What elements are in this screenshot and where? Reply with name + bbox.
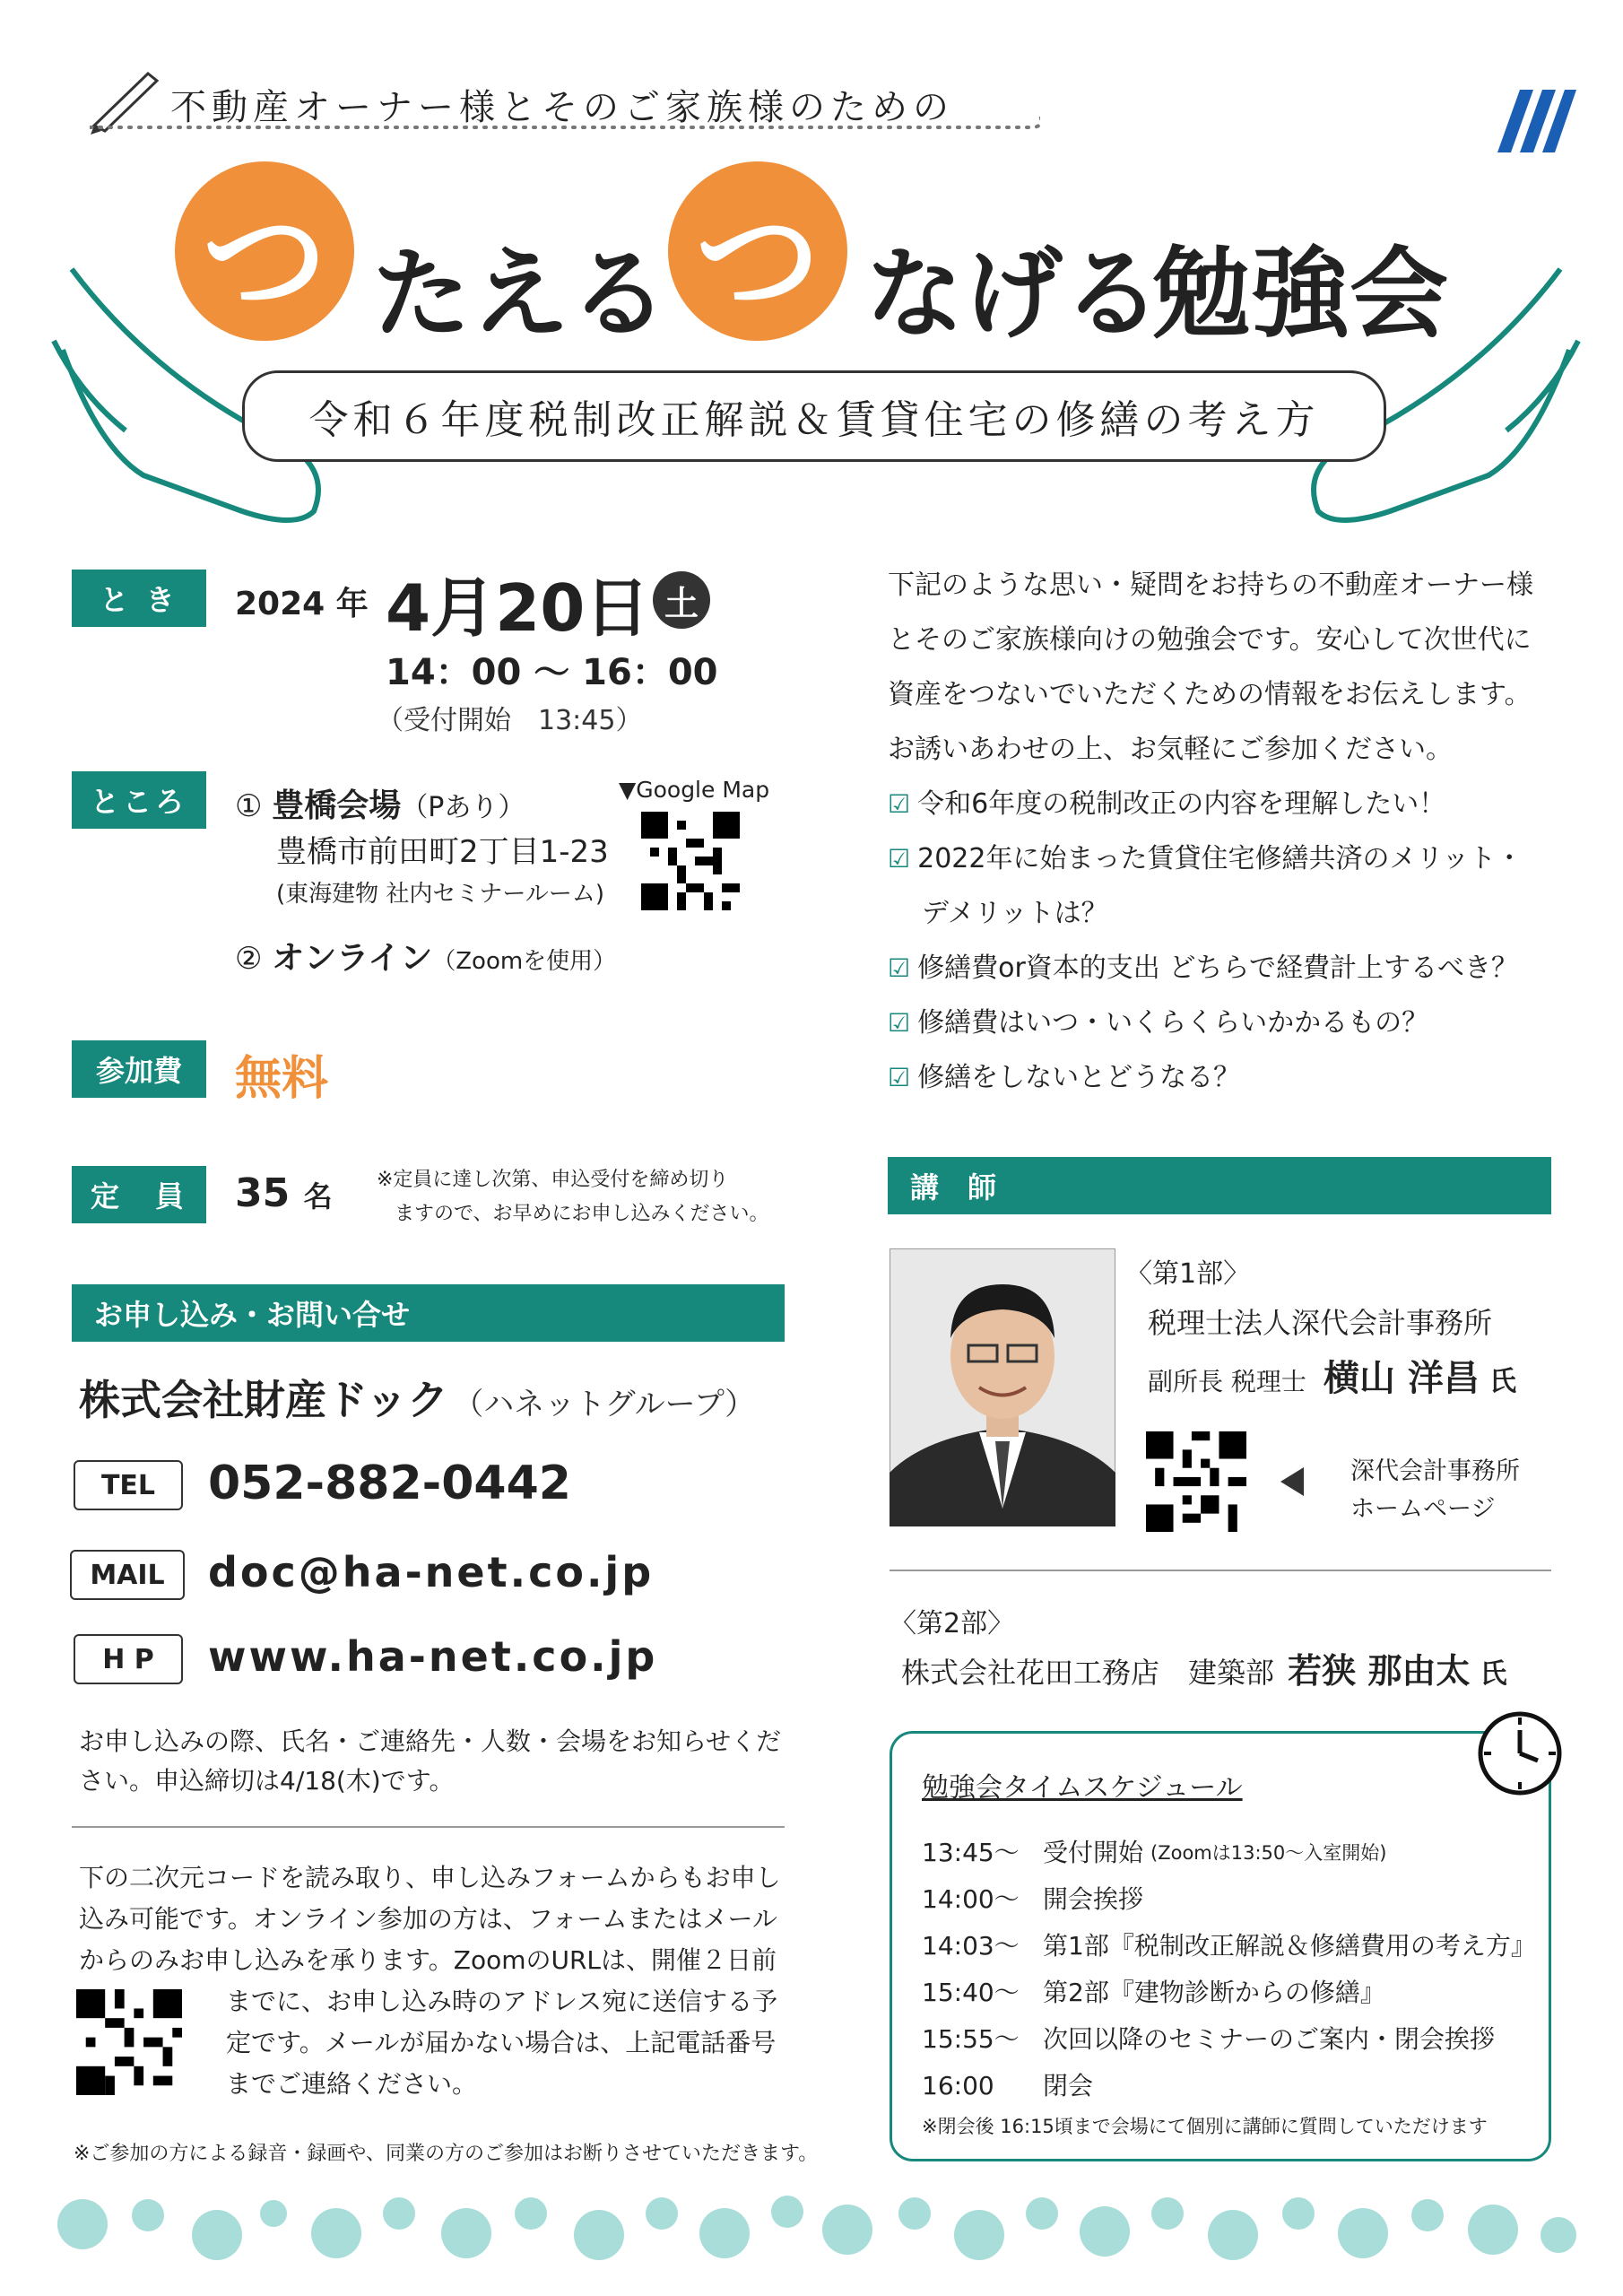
form-line-4: までに、お申し込み時のアドレス宛に送信する予 <box>226 1987 778 2016</box>
speaker-divider <box>890 1570 1551 1571</box>
firm-hp-line-2: ホームページ <box>1350 1495 1496 1523</box>
title-part1: たえる <box>372 237 668 352</box>
company-name-line: 株式会社財産ドック （ハネットグループ） <box>79 1376 756 1424</box>
form-line-3: からのみお申し込みを承ります。ZoomのURLは、開催２日前 <box>79 1945 777 1975</box>
when-label: と き <box>72 570 206 627</box>
hp-label: H P <box>74 1634 183 1684</box>
event-year: 2024 年 <box>235 586 369 622</box>
checkbox-icon: ☑ <box>888 1063 911 1092</box>
checkbox-icon: ☑ <box>888 1008 911 1038</box>
part2-label: 〈第2部〉 <box>890 1608 1015 1639</box>
check-item-continued: デメリットは？ <box>922 898 1108 929</box>
schedule-row: 15:40～ 第2部『建物診断からの修繕』 <box>922 1978 1385 2007</box>
event-date: 4月20日 <box>386 570 650 646</box>
reception-time: （受付開始 13:45） <box>377 705 643 736</box>
venue1-room: (東海建物 社内セミナールーム) <box>276 881 605 908</box>
venue2-line: ② オンライン（Zoomを使用） <box>235 940 617 977</box>
speaker-header: 講 師 <box>888 1157 1551 1214</box>
event-time: 14：00 ～ 16：00 <box>386 652 718 693</box>
dots-row <box>0 2188 1623 2287</box>
part1-speaker: 副所長 税理士 横山 洋昌 氏 <box>1148 1358 1517 1399</box>
schedule-row: 13:45～ 受付開始 (Zoomは13:50～入室開始) <box>922 1838 1387 1867</box>
form-line-6: までご連絡ください。 <box>226 2069 478 2099</box>
form-line-5: 定です。メールが届かない場合は、上記電話番号 <box>226 2028 777 2057</box>
schedule-note: ※閉会後 16:15頃まで会場にて個別に講師に質問していただけます <box>922 2116 1488 2137</box>
checkbox-icon: ☑ <box>888 844 911 874</box>
schedule-row: 16:00 閉会 <box>922 2071 1094 2100</box>
check-item: ☑ 令和6年度の税制改正の内容を理解したい！ <box>888 788 1446 820</box>
capacity-value: 35 名 <box>235 1170 333 1216</box>
check-item: ☑ 修繕をしないとどうなる？ <box>888 1062 1241 1093</box>
tel-label: TEL <box>74 1460 183 1510</box>
dotted-underline <box>90 117 1040 152</box>
checkbox-icon: ☑ <box>888 789 911 819</box>
application-form-qr-code[interactable] <box>76 1989 182 2095</box>
weekday-badge: 土 <box>653 571 710 629</box>
form-line-1: 下の二次元コードを読み取り、申し込みフォームからもお申し <box>79 1863 781 1892</box>
google-map-qr-code[interactable] <box>641 812 740 910</box>
title-circle-1: つ <box>175 161 354 341</box>
title-circle-2: つ <box>668 161 847 341</box>
venue1-line: ① 豊橋会場（Pあり） <box>235 787 525 824</box>
check-item: ☑ 修繕費はいつ・いくらくらいかかるもの？ <box>888 1007 1429 1039</box>
mail-address[interactable]: doc@ha-net.co.jp <box>208 1548 655 1596</box>
title-part2: なげる <box>865 237 1161 352</box>
schedule-row: 14:00～ 開会挨拶 <box>922 1884 1144 1914</box>
capacity-label: 定 員 <box>72 1166 206 1223</box>
schedule-row: 15:55～ 次回以降のセミナーのご案内・閉会挨拶 <box>922 2024 1496 2054</box>
speaker-photo <box>890 1248 1115 1526</box>
part2-speaker: 株式会社花田工務店 建築部 若狭 那由太 氏 <box>901 1651 1507 1691</box>
fee-value: 無料 <box>235 1052 329 1106</box>
contact-header: お申し込み・お問い合せ <box>72 1284 785 1342</box>
google-map-label: ▼Google Map <box>619 777 770 803</box>
schedule-list <box>922 1830 1541 2109</box>
firm-hp-line-1: 深代会計事務所 <box>1350 1457 1520 1485</box>
capacity-note-2: ますので、お早めにお申し込みください。 <box>395 1203 769 1225</box>
clock-icon <box>1475 1709 1565 1798</box>
part1-org: 税理士法人深代会計事務所 <box>1148 1306 1493 1340</box>
header-subtitle: 不動産オーナー様とそのご家族様のための <box>170 87 954 128</box>
tel-number[interactable]: 052-882-0442 <box>208 1457 571 1510</box>
hp-url[interactable]: www.ha-net.co.jp <box>208 1632 658 1681</box>
venue1-address: 豊橋市前田町2丁目1-23 <box>276 834 609 870</box>
check-item: ☑ 修繕費or資本的支出 どちらで経費計上するべき？ <box>888 952 1519 984</box>
footnote: ※ご参加の方による録音・録画や、同業の方のご参加はお断りさせていただきます。 <box>74 2143 819 2165</box>
mail-label: MAIL <box>70 1550 185 1600</box>
checkbox-icon: ☑ <box>888 953 911 983</box>
schedule-title: 勉強会タイムスケジュール <box>922 1772 1243 1804</box>
contact-note-2: さい。申込締切は4/18(木)です。 <box>79 1766 455 1796</box>
form-line-2: 込み可能です。オンライン参加の方は、フォームまたはメール <box>79 1904 777 1934</box>
check-list <box>888 777 1523 1105</box>
where-label: ところ <box>72 771 206 829</box>
part1-label: 〈第1部〉 <box>1125 1258 1251 1290</box>
company-logo <box>1480 72 1578 170</box>
intro-text: 下記のような思い・疑問をお持ちの不動産オーナー様 とそのご家族様向けの勉強会です。安心して次世代に 資産をつないでいただくための情報をお伝えします。 お誘いあわせの上、お気軽にご参加ください。 <box>888 570 1533 765</box>
fee-label: 参加費 <box>72 1040 206 1098</box>
title-end: 勉強会 <box>1152 237 1448 352</box>
pointer-triangle-icon <box>1280 1467 1304 1496</box>
capacity-note-1: ※定員に達し次第、申込受付を締め切り <box>377 1169 729 1191</box>
check-item: ☑ 2022年に始まった賃貸住宅修繕共済のメリット・ <box>888 843 1523 874</box>
decorative-dots <box>0 2188 1623 2287</box>
accounting-firm-qr-code[interactable] <box>1146 1431 1246 1532</box>
divider <box>72 1826 785 1828</box>
schedule-row: 14:03～ 第1部『税制改正解説＆修繕費用の考え方』 <box>922 1931 1536 1961</box>
contact-note-1: お申し込みの際、氏名・ご連絡先・人数・会場をお知らせくだ <box>79 1726 782 1756</box>
title-banner: 令和６年度税制改正解説＆賃貸住宅の修繕の考え方 <box>242 370 1386 462</box>
